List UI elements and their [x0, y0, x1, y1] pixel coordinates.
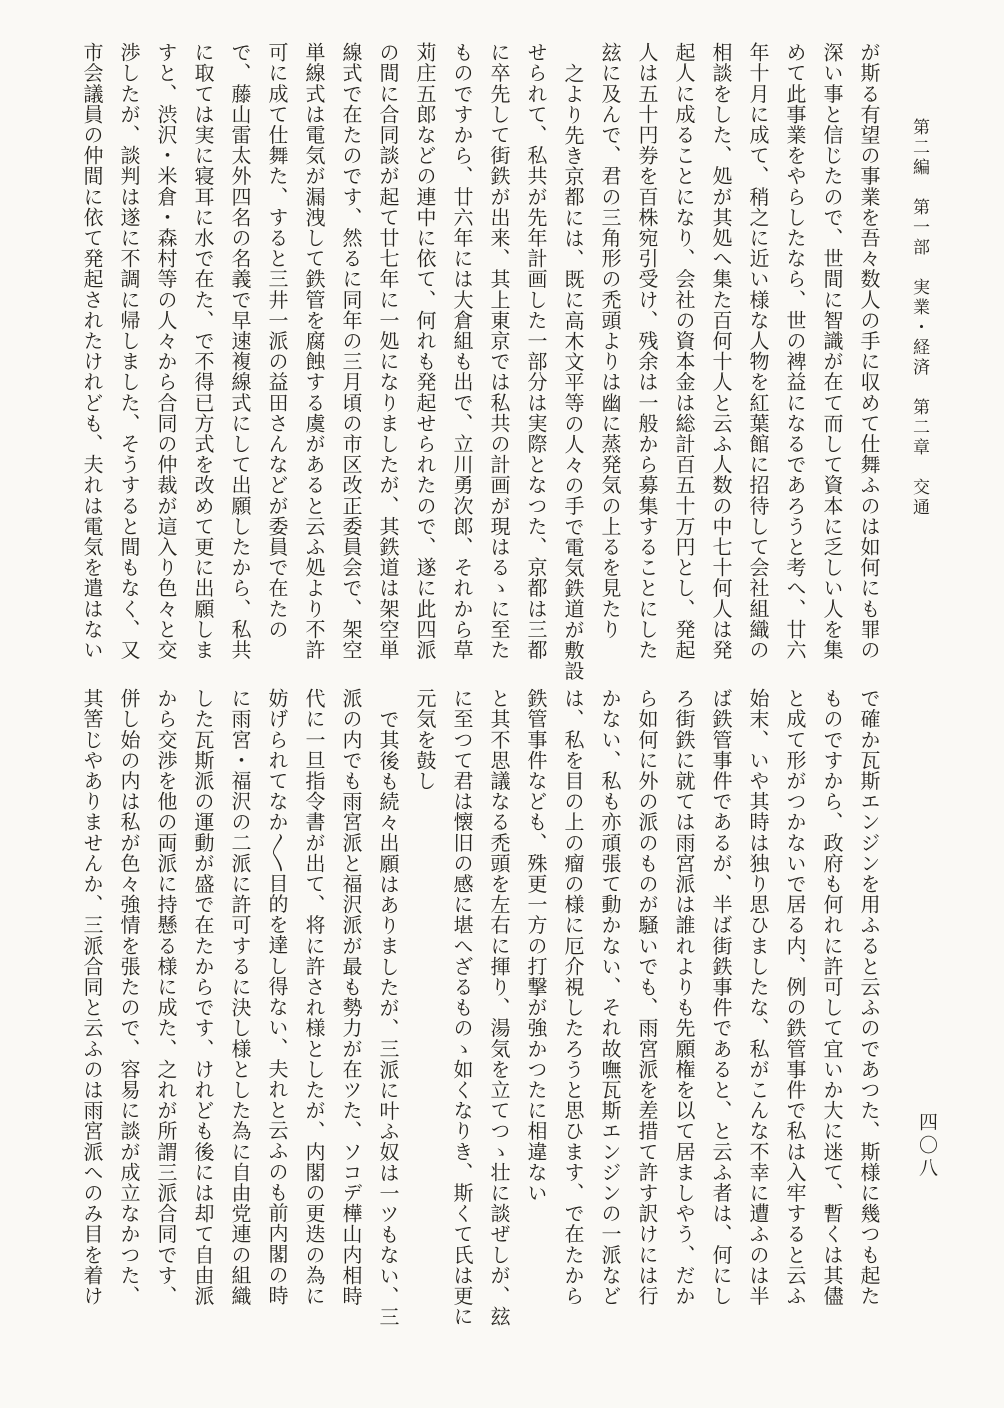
text-column: かない、私も亦頑張て動かない、それ故嘸瓦斯エンジンの一派など	[598, 688, 620, 1306]
text-column: 始末、いや其時は独り思ひましたな、私がこんな不幸に遭ふのは半	[746, 688, 768, 1306]
text-column: 玆に及んで、君の三角形の禿頭よりは幽に蒸発気の上るを見たり	[598, 42, 620, 640]
text-column: と成て形がつかないで居る内、例の鉄管事件で私は入牢すると云ふ	[783, 688, 805, 1306]
text-column: 元気を鼓し	[413, 688, 435, 791]
text-column: ら如何に外の派のものが騒いでも、雨宮派を差措て許す訳けには行	[635, 688, 657, 1306]
text-column: 苅庄五郎などの連中に依て、何れも発起せられたので、遂に此四派	[413, 42, 435, 660]
text-column: と其不思議なる禿頭を左右に揮り、湯気を立てつゝ壮に談ぜしが、玆	[487, 688, 509, 1327]
text-column: に雨宮・福沢の二派に許可するに決し様とした為に自由党連の組織	[228, 688, 250, 1306]
text-column: 相談をした、処が其処へ集た百何十人と云ふ人数の中七十何人は発	[709, 42, 731, 660]
text-column: 人は五十円券を百株宛引受け、残余は一般から募集することにした	[635, 42, 657, 660]
text-column: に取ては実に寝耳に水で在た、で不得已方式を改めて更に出願しま	[191, 42, 213, 660]
text-column: ろ街鉄に就ては雨宮派は誰れよりも先願権を以て居ましやう、だか	[672, 688, 694, 1306]
text-column: が斯る有望の事業を吾々数人の手に収めて仕舞ふのは如何にも罪の	[857, 42, 879, 660]
top-text-block	[72, 42, 886, 682]
text-column: に至つて君は懐旧の感に堪へざるものゝ如くなりき、斯くて氏は更に	[450, 688, 472, 1327]
text-column: 之より先き京都には、既に高木文平等の人々の手で電気鉄道が敷設	[561, 63, 583, 681]
text-column: 可に成て仕舞た、すると三井一派の益田さんなどが委員で在たの	[265, 42, 287, 640]
text-column: めて此事業をやらしたなら、世の裨益になるであろうと考へ、廿六	[783, 42, 805, 660]
text-column: ものですから、廿六年には大倉組も出で、立川勇次郎、それから草	[450, 42, 472, 660]
text-column: せられて、私共が先年計画した一部分は実際となつた、京都は三都	[524, 42, 546, 660]
text-column: 渉したが、談判は遂に不調に帰しました、そうすると間もなく、又	[117, 42, 139, 660]
text-column: で其後も続々出願はありましたが、三派に叶ふ奴は一ツもない、三	[376, 709, 398, 1327]
text-column: で、藤山雷太外四名の名義で早速複線式にして出願したから、私共	[228, 42, 250, 660]
bottom-text-block	[72, 688, 886, 1336]
running-head: 第二編 第一部 実業・経済 第二章 交通	[910, 118, 929, 518]
text-column: ものですから、政府も何れに許可して宜いか大に迷て、暫くは其儘	[820, 688, 842, 1306]
text-column: は、私を目の上の瘤の様に厄介視したろうと思ひます、で在たから	[561, 688, 583, 1306]
text-column: 代に一旦指令書が出て、将に許され様としたが、内閣の更迭の為に	[302, 688, 324, 1306]
text-column: 其筈じやありませんか、三派合同と云ふのは雨宮派へのみ目を着け	[80, 688, 102, 1306]
text-column: で確か瓦斯エンジンを用ふると云ふのであつた、斯様に幾つも起た	[857, 688, 879, 1306]
text-column: 市会議員の仲間に依て発起されたけれども、夫れは電気を遣はない	[80, 42, 102, 660]
text-column: ば鉄管事件であるが、半ば街鉄事件であると、と云ふ者は、何にし	[709, 688, 731, 1306]
text-column: 鉄管事件なども、殊更一方の打撃が強かつたに相違ない	[524, 688, 546, 1203]
text-column: 起人に成ることになり、会社の資本金は総計百五十万円とし、発起	[672, 42, 694, 660]
text-column: 妨げられてなか〱目的を達し得ない、夫れと云ふのも前内閣の時	[265, 688, 287, 1306]
page-number: 四〇八	[916, 1112, 937, 1181]
text-column: の間に合同談が起て廿七年に一処になりましたが、其鉄道は架空単	[376, 42, 398, 660]
text-column: 併し始の内は私が色々強情を張たので、容易に談が成立なかつた、	[117, 688, 139, 1306]
text-column: した瓦斯派の運動が盛で在たからです、けれども後には却て自由派	[191, 688, 213, 1306]
text-column: に卒先して街鉄が出来、其上東京では私共の計画が現はるゝに至た	[487, 42, 509, 660]
text-column: 深い事と信じたので、世間に智識が在て而して資本に乏しい人を集	[820, 42, 842, 660]
text-column: 年十月に成て、稍之に近い様な人物を紅葉館に招待して会社組織の	[746, 42, 768, 660]
text-column: 派の内でも雨宮派と福沢派が最も勢力が在ツた、ソコデ樺山内相時	[339, 688, 361, 1306]
text-column: 線式で在たのです、然るに同年の三月頃の市区改正委員会で、架空	[339, 42, 361, 660]
text-column: 単線式は電気が漏洩して鉄管を腐蝕する虞があると云ふ処より不許	[302, 42, 324, 660]
text-column: すと、渋沢・米倉・森村等の人々から合同の仲裁が這入り色々と交	[154, 42, 176, 660]
text-column: から交渉を他の両派に持懸る様に成た、之れが所謂三派合同です、	[154, 688, 176, 1306]
